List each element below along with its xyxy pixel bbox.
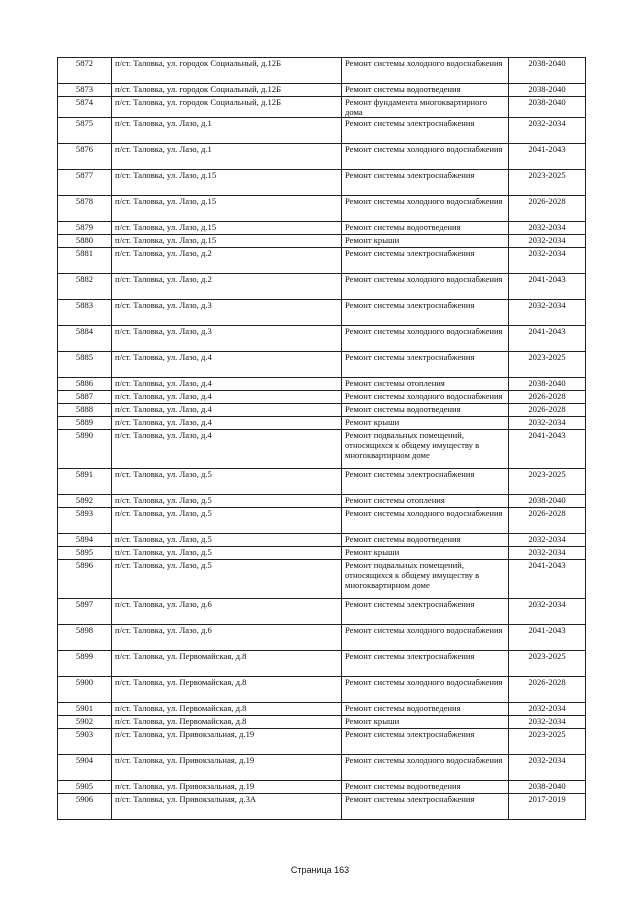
cell-period: 2026-2028 bbox=[509, 196, 586, 222]
cell-number: 5876 bbox=[58, 144, 112, 170]
table-row bbox=[58, 391, 586, 404]
cell-address: п/ст. Таловка, ул. Лазо, д.4 bbox=[112, 430, 342, 469]
cell-period: 2023-2025 bbox=[509, 729, 586, 755]
cell-number: 5899 bbox=[58, 651, 112, 677]
cell-number: 5882 bbox=[58, 274, 112, 300]
table-row bbox=[58, 703, 586, 716]
cell-period: 2032-2034 bbox=[509, 703, 586, 716]
cell-work-type: Ремонт крыши bbox=[342, 235, 509, 248]
cell-number: 5894 bbox=[58, 534, 112, 547]
cell-address: п/ст. Таловка, ул. Лазо, д.15 bbox=[112, 196, 342, 222]
cell-number: 5906 bbox=[58, 794, 112, 820]
table-row bbox=[58, 248, 586, 274]
cell-period: 2038-2040 bbox=[509, 378, 586, 391]
cell-number: 5878 bbox=[58, 196, 112, 222]
cell-address: п/ст. Таловка, ул. Лазо, д.4 bbox=[112, 404, 342, 417]
table-row bbox=[58, 274, 586, 300]
cell-work-type: Ремонт системы водоотведения bbox=[342, 84, 509, 97]
cell-address: п/ст. Таловка, ул. Первомайская, д.8 bbox=[112, 677, 342, 703]
cell-period: 2023-2025 bbox=[509, 170, 586, 196]
cell-number: 5883 bbox=[58, 300, 112, 326]
table-row bbox=[58, 118, 586, 144]
table-body bbox=[58, 58, 586, 820]
cell-address: п/ст. Таловка, ул. Лазо, д.4 bbox=[112, 378, 342, 391]
cell-address: п/ст. Таловка, ул. Лазо, д.2 bbox=[112, 274, 342, 300]
cell-period: 2032-2034 bbox=[509, 716, 586, 729]
cell-address: п/ст. Таловка, ул. Лазо, д.3 bbox=[112, 326, 342, 352]
cell-address: п/ст. Таловка, ул. Лазо, д.4 bbox=[112, 391, 342, 404]
cell-work-type: Ремонт системы электроснабжения bbox=[342, 300, 509, 326]
cell-period: 2041-2043 bbox=[509, 625, 586, 651]
cell-period: 2038-2040 bbox=[509, 84, 586, 97]
cell-number: 5873 bbox=[58, 84, 112, 97]
table-row bbox=[58, 417, 586, 430]
table-row bbox=[58, 677, 586, 703]
cell-work-type: Ремонт системы электроснабжения bbox=[342, 352, 509, 378]
cell-period: 2026-2028 bbox=[509, 508, 586, 534]
cell-address: п/ст. Таловка, ул. городок Социальный, д.12Б bbox=[112, 84, 342, 97]
table-row bbox=[58, 625, 586, 651]
table-row bbox=[58, 196, 586, 222]
table-row bbox=[58, 404, 586, 417]
table-row bbox=[58, 534, 586, 547]
cell-number: 5879 bbox=[58, 222, 112, 235]
cell-period: 2032-2034 bbox=[509, 222, 586, 235]
cell-work-type: Ремонт крыши bbox=[342, 716, 509, 729]
cell-number: 5887 bbox=[58, 391, 112, 404]
table-row bbox=[58, 300, 586, 326]
cell-period: 2032-2034 bbox=[509, 248, 586, 274]
cell-work-type: Ремонт системы холодного водоснабжения bbox=[342, 508, 509, 534]
table-row bbox=[58, 222, 586, 235]
cell-period: 2032-2034 bbox=[509, 534, 586, 547]
cell-number: 5905 bbox=[58, 781, 112, 794]
cell-period: 2032-2034 bbox=[509, 599, 586, 625]
cell-address: п/ст. Таловка, ул. Лазо, д.5 bbox=[112, 547, 342, 560]
cell-number: 5874 bbox=[58, 97, 112, 118]
table-row bbox=[58, 84, 586, 97]
cell-address: п/ст. Таловка, ул. Привокзальная, д.19 bbox=[112, 781, 342, 794]
cell-work-type: Ремонт фундамента многоквартирного дома bbox=[342, 97, 509, 118]
cell-number: 5886 bbox=[58, 378, 112, 391]
table-row bbox=[58, 781, 586, 794]
cell-address: п/ст. Таловка, ул. Лазо, д.15 bbox=[112, 222, 342, 235]
cell-period: 2026-2028 bbox=[509, 404, 586, 417]
cell-address: п/ст. Таловка, ул. Лазо, д.15 bbox=[112, 170, 342, 196]
cell-work-type: Ремонт системы отопления bbox=[342, 495, 509, 508]
page-number: Страница 163 bbox=[290, 865, 350, 875]
table-row bbox=[58, 560, 586, 599]
cell-address: п/ст. Таловка, ул. Лазо, д.3 bbox=[112, 300, 342, 326]
cell-work-type: Ремонт системы холодного водоснабжения bbox=[342, 196, 509, 222]
cell-number: 5888 bbox=[58, 404, 112, 417]
cell-number: 5902 bbox=[58, 716, 112, 729]
cell-address: п/ст. Таловка, ул. Привокзальная, д.19 bbox=[112, 755, 342, 781]
cell-address: п/ст. Таловка, ул. Лазо, д.5 bbox=[112, 508, 342, 534]
cell-work-type: Ремонт системы электроснабжения bbox=[342, 248, 509, 274]
cell-work-type: Ремонт системы электроснабжения bbox=[342, 794, 509, 820]
cell-address: п/ст. Таловка, ул. Привокзальная, д.3А bbox=[112, 794, 342, 820]
cell-address: п/ст. Таловка, ул. Лазо, д.5 bbox=[112, 469, 342, 495]
cell-address: п/ст. Таловка, ул. Лазо, д.15 bbox=[112, 235, 342, 248]
table-row bbox=[58, 651, 586, 677]
cell-number: 5895 bbox=[58, 547, 112, 560]
cell-work-type: Ремонт системы водоотведения bbox=[342, 703, 509, 716]
cell-work-type: Ремонт системы холодного водоснабжения bbox=[342, 755, 509, 781]
cell-address: п/ст. Таловка, ул. Лазо, д.5 bbox=[112, 560, 342, 599]
cell-address: п/ст. Таловка, ул. Лазо, д.4 bbox=[112, 417, 342, 430]
cell-number: 5875 bbox=[58, 118, 112, 144]
table-row bbox=[58, 58, 586, 84]
cell-work-type: Ремонт системы электроснабжения bbox=[342, 651, 509, 677]
cell-address: п/ст. Таловка, ул. Лазо, д.1 bbox=[112, 118, 342, 144]
cell-work-type: Ремонт подвальных помещений, относящихся к общему имуществу в многоквартирном доме bbox=[342, 430, 509, 469]
cell-number: 5900 bbox=[58, 677, 112, 703]
table-row bbox=[58, 144, 586, 170]
cell-period: 2023-2025 bbox=[509, 651, 586, 677]
cell-period: 2038-2040 bbox=[509, 58, 586, 84]
table-row bbox=[58, 97, 586, 118]
cell-work-type: Ремонт системы водоотведения bbox=[342, 404, 509, 417]
cell-period: 2041-2043 bbox=[509, 274, 586, 300]
cell-number: 5893 bbox=[58, 508, 112, 534]
cell-period: 2041-2043 bbox=[509, 326, 586, 352]
cell-address: п/ст. Таловка, ул. Лазо, д.6 bbox=[112, 625, 342, 651]
cell-work-type: Ремонт системы электроснабжения bbox=[342, 170, 509, 196]
table-row bbox=[58, 716, 586, 729]
cell-number: 5901 bbox=[58, 703, 112, 716]
cell-period: 2023-2025 bbox=[509, 469, 586, 495]
cell-number: 5892 bbox=[58, 495, 112, 508]
cell-address: п/ст. Таловка, ул. Лазо, д.6 bbox=[112, 599, 342, 625]
table-row bbox=[58, 794, 586, 820]
cell-number: 5903 bbox=[58, 729, 112, 755]
cell-number: 5897 bbox=[58, 599, 112, 625]
cell-work-type: Ремонт системы холодного водоснабжения bbox=[342, 58, 509, 84]
cell-work-type: Ремонт системы электроснабжения bbox=[342, 118, 509, 144]
table-row bbox=[58, 755, 586, 781]
table-row bbox=[58, 599, 586, 625]
cell-number: 5891 bbox=[58, 469, 112, 495]
cell-work-type: Ремонт системы водоотведения bbox=[342, 534, 509, 547]
cell-number: 5880 bbox=[58, 235, 112, 248]
cell-work-type: Ремонт системы электроснабжения bbox=[342, 729, 509, 755]
cell-period: 2032-2034 bbox=[509, 755, 586, 781]
cell-period: 2023-2025 bbox=[509, 352, 586, 378]
cell-address: п/ст. Таловка, ул. Первомайская, д.8 bbox=[112, 716, 342, 729]
cell-address: п/ст. Таловка, ул. Первомайская, д.8 bbox=[112, 651, 342, 677]
table-row bbox=[58, 547, 586, 560]
cell-period: 2032-2034 bbox=[509, 118, 586, 144]
cell-number: 5881 bbox=[58, 248, 112, 274]
cell-work-type: Ремонт системы холодного водоснабжения bbox=[342, 677, 509, 703]
cell-work-type: Ремонт системы холодного водоснабжения bbox=[342, 326, 509, 352]
cell-period: 2038-2040 bbox=[509, 97, 586, 118]
cell-period: 2041-2043 bbox=[509, 430, 586, 469]
cell-work-type: Ремонт крыши bbox=[342, 547, 509, 560]
cell-address: п/ст. Таловка, ул. Лазо, д.5 bbox=[112, 534, 342, 547]
cell-work-type: Ремонт системы холодного водоснабжения bbox=[342, 274, 509, 300]
table-row bbox=[58, 729, 586, 755]
cell-number: 5898 bbox=[58, 625, 112, 651]
cell-number: 5890 bbox=[58, 430, 112, 469]
table-row bbox=[58, 430, 586, 469]
cell-number: 5872 bbox=[58, 58, 112, 84]
cell-period: 2032-2034 bbox=[509, 300, 586, 326]
cell-address: п/ст. Таловка, ул. Лазо, д.2 bbox=[112, 248, 342, 274]
table-row bbox=[58, 378, 586, 391]
cell-period: 2026-2028 bbox=[509, 391, 586, 404]
cell-work-type: Ремонт системы холодного водоснабжения bbox=[342, 144, 509, 170]
cell-address: п/ст. Таловка, ул. Лазо, д.5 bbox=[112, 495, 342, 508]
cell-period: 2032-2034 bbox=[509, 547, 586, 560]
cell-address: п/ст. Таловка, ул. городок Социальный, д.12Б bbox=[112, 97, 342, 118]
cell-number: 5904 bbox=[58, 755, 112, 781]
cell-period: 2032-2034 bbox=[509, 417, 586, 430]
cell-work-type: Ремонт системы водоотведения bbox=[342, 781, 509, 794]
cell-period: 2017-2019 bbox=[509, 794, 586, 820]
repair-schedule-table bbox=[57, 57, 586, 820]
cell-work-type: Ремонт системы водоотведения bbox=[342, 222, 509, 235]
cell-period: 2038-2040 bbox=[509, 495, 586, 508]
cell-number: 5877 bbox=[58, 170, 112, 196]
cell-number: 5884 bbox=[58, 326, 112, 352]
cell-number: 5889 bbox=[58, 417, 112, 430]
cell-period: 2041-2043 bbox=[509, 560, 586, 599]
cell-work-type: Ремонт подвальных помещений, относящихся к общему имуществу в многоквартирном доме bbox=[342, 560, 509, 599]
cell-work-type: Ремонт системы отопления bbox=[342, 378, 509, 391]
table-row bbox=[58, 495, 586, 508]
cell-work-type: Ремонт системы холодного водоснабжения bbox=[342, 391, 509, 404]
cell-address: п/ст. Таловка, ул. Лазо, д.4 bbox=[112, 352, 342, 378]
cell-address: п/ст. Таловка, ул. Лазо, д.1 bbox=[112, 144, 342, 170]
cell-period: 2041-2043 bbox=[509, 144, 586, 170]
table-row bbox=[58, 170, 586, 196]
table-row bbox=[58, 235, 586, 248]
table-row bbox=[58, 469, 586, 495]
table-row bbox=[58, 352, 586, 378]
cell-work-type: Ремонт системы электроснабжения bbox=[342, 469, 509, 495]
cell-address: п/ст. Таловка, ул. городок Социальный, д.12Б bbox=[112, 58, 342, 84]
cell-number: 5896 bbox=[58, 560, 112, 599]
cell-period: 2026-2028 bbox=[509, 677, 586, 703]
cell-number: 5885 bbox=[58, 352, 112, 378]
cell-address: п/ст. Таловка, ул. Привокзальная, д.19 bbox=[112, 729, 342, 755]
table-row bbox=[58, 508, 586, 534]
cell-work-type: Ремонт системы холодного водоснабжения bbox=[342, 625, 509, 651]
table-row bbox=[58, 326, 586, 352]
cell-work-type: Ремонт крыши bbox=[342, 417, 509, 430]
cell-address: п/ст. Таловка, ул. Первомайская, д.8 bbox=[112, 703, 342, 716]
cell-work-type: Ремонт системы электроснабжения bbox=[342, 599, 509, 625]
cell-period: 2038-2040 bbox=[509, 781, 586, 794]
cell-period: 2032-2034 bbox=[509, 235, 586, 248]
